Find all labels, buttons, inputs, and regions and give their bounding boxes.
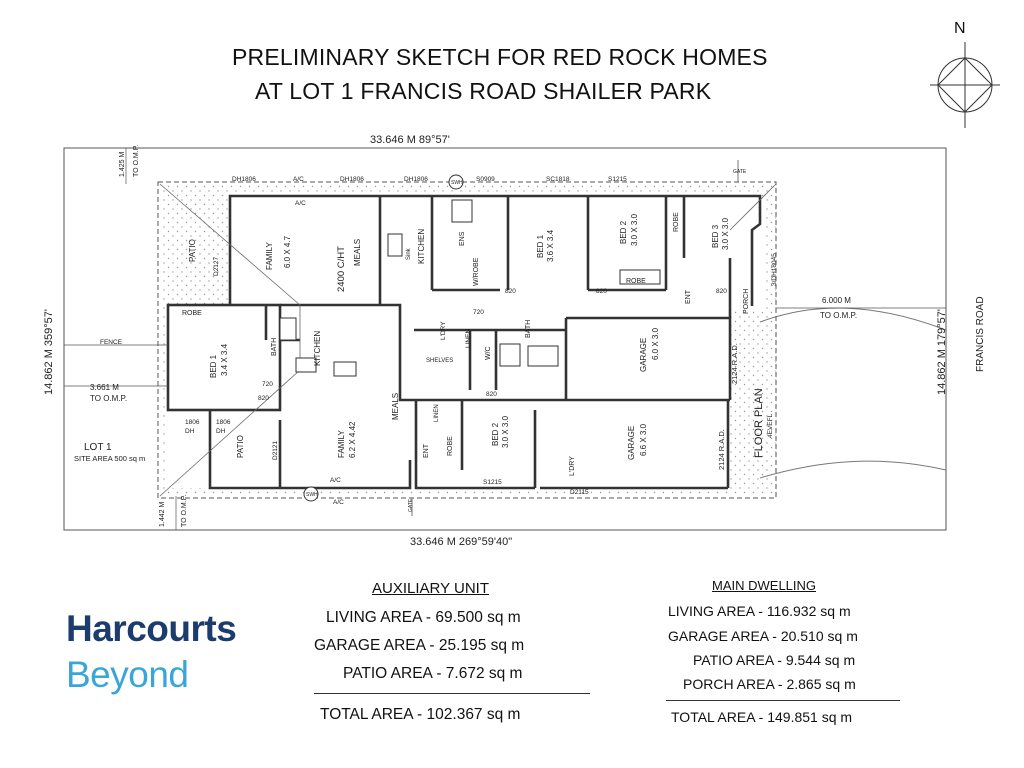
svg-text:KITCHEN: KITCHEN: [313, 330, 322, 366]
svg-text:PORCH: PORCH: [743, 288, 750, 314]
top-dimension: 33.646 M 89°57': [370, 134, 450, 146]
aux-row-garage: GARAGE AREA - 25.195 sq m: [314, 637, 525, 654]
svg-text:2400 C/HT: 2400 C/HT: [336, 246, 347, 292]
svg-text:LINEN: LINEN: [434, 404, 440, 422]
svg-text:3.0 X 3.0: 3.0 X 3.0: [501, 415, 510, 448]
svg-text:SC1818: SC1818: [546, 176, 570, 183]
svg-text:BED 3: BED 3: [711, 224, 720, 248]
svg-text:ENS: ENS: [459, 231, 466, 246]
svg-text:GARAGE: GARAGE: [639, 337, 648, 372]
logo-harcourts: Harcourts: [66, 608, 237, 649]
svg-text:ROBE: ROBE: [626, 278, 646, 285]
svg-text:S1215: S1215: [483, 479, 502, 486]
svg-text:FAMILY: FAMILY: [337, 430, 346, 458]
logo-beyond: Beyond: [66, 654, 189, 695]
main-row-patio: PATIO AREA - 9.544 sq m: [693, 652, 856, 668]
svg-text:BATH: BATH: [271, 337, 278, 356]
title-line-2: AT LOT 1 FRANCIS ROAD SHAILER PARK: [255, 78, 712, 104]
svg-text:PATIO: PATIO: [236, 435, 245, 458]
right-dimension: 14.862 M 179°57': [936, 308, 948, 395]
svg-text:DH: DH: [185, 428, 195, 435]
svg-text:BED 2: BED 2: [619, 220, 628, 244]
bottom-dimension: 33.646 M 269°59'40": [410, 536, 513, 548]
main-row-living: LIVING AREA - 116.932 sq m: [668, 603, 851, 619]
svg-text:D2127: D2127: [213, 256, 220, 276]
svg-text:6.2 X 4.42: 6.2 X 4.42: [348, 421, 357, 458]
street-label: FRANCIS ROAD: [975, 296, 986, 372]
svg-text:KITCHEN: KITCHEN: [417, 228, 426, 264]
svg-text:SWH: SWH: [306, 492, 318, 498]
svg-text:A/C: A/C: [293, 176, 304, 183]
main-row-total: TOTAL AREA - 149.851 sq m: [671, 709, 853, 725]
svg-text:DH1806: DH1806: [232, 176, 256, 183]
svg-text:BED 1: BED 1: [536, 234, 545, 258]
svg-text:GARAGE: GARAGE: [627, 425, 636, 460]
svg-text:3.661 M: 3.661 M: [90, 383, 119, 392]
svg-text:820: 820: [596, 288, 607, 295]
svg-text:ROBE: ROBE: [673, 212, 680, 232]
svg-text:LOT 1: LOT 1: [84, 442, 112, 453]
svg-text:820: 820: [486, 391, 497, 398]
svg-text:A/C: A/C: [333, 499, 344, 506]
svg-text:S0909: S0909: [476, 176, 495, 183]
svg-text:MEALS: MEALS: [391, 392, 400, 420]
svg-text:6.0 X 3.0: 6.0 X 3.0: [651, 327, 660, 360]
svg-text:PATIO: PATIO: [188, 239, 197, 262]
svg-text:FLOOR PLAN: FLOOR PLAN: [753, 388, 765, 458]
svg-text:820: 820: [505, 288, 516, 295]
aux-divider: [314, 693, 590, 694]
svg-text:BED 2: BED 2: [491, 422, 500, 446]
main-row-garage: GARAGE AREA - 20.510 sq m: [668, 628, 858, 644]
main-divider: [666, 700, 900, 701]
svg-text:720: 720: [473, 309, 484, 316]
main-heading: MAIN DWELLING: [712, 578, 817, 593]
svg-text:Sink: Sink: [406, 248, 412, 260]
svg-text:A/C: A/C: [295, 200, 306, 207]
svg-text:ROBE: ROBE: [182, 310, 202, 317]
svg-text:ROBE: ROBE: [447, 436, 454, 456]
svg-text:SITE AREA 500 sq m: SITE AREA 500 sq m: [74, 454, 146, 463]
aux-row-patio: PATIO AREA - 7.672 sq m: [343, 665, 523, 682]
svg-text:820: 820: [716, 288, 727, 295]
aux-row-living: LIVING AREA - 69.500 sq m: [326, 609, 521, 626]
svg-text:3.0 X 3.0: 3.0 X 3.0: [630, 213, 639, 246]
svg-text:TO O.M.P.: TO O.M.P.: [820, 311, 858, 320]
svg-text:DH1806: DH1806: [404, 176, 428, 183]
svg-text:W/C: W/C: [485, 346, 492, 360]
svg-text:2124 R.A.D.: 2124 R.A.D.: [730, 343, 739, 384]
svg-text:820: 820: [258, 395, 269, 402]
svg-text:SWH: SWH: [451, 180, 463, 186]
main-row-porch: PORCH AREA - 2.865 sq m: [683, 676, 856, 692]
svg-text:6.000 M: 6.000 M: [822, 296, 851, 305]
svg-text:D2121: D2121: [272, 440, 279, 460]
svg-text:D2115: D2115: [570, 489, 589, 496]
svg-text:1806: 1806: [216, 419, 231, 426]
aux-row-total: TOTAL AREA - 102.367 sq m: [320, 706, 521, 723]
svg-text:LINEN: LINEN: [465, 328, 472, 348]
svg-text:3.0 X 3.0: 3.0 X 3.0: [721, 217, 730, 250]
svg-text:W/ROBE: W/ROBE: [473, 257, 480, 286]
svg-text:S1215: S1215: [608, 176, 627, 183]
svg-text:3/DH18045: 3/DH18045: [771, 253, 778, 286]
svg-text:MEALS: MEALS: [353, 238, 362, 266]
svg-text:1.425 M: 1.425 M: [119, 151, 126, 177]
svg-text:2124 R.A.D.: 2124 R.A.D.: [717, 429, 726, 470]
svg-text:6.6 X 3.0: 6.6 X 3.0: [639, 423, 648, 456]
title-line-1: PRELIMINARY SKETCH FOR RED ROCK HOMES: [232, 44, 768, 70]
svg-text:GATE: GATE: [408, 498, 414, 512]
svg-text:L'DRY: L'DRY: [569, 456, 576, 476]
svg-text:FAMILY: FAMILY: [265, 242, 274, 270]
svg-text:FENCE: FENCE: [100, 339, 123, 346]
svg-text:3.4 X 3.4: 3.4 X 3.4: [220, 343, 229, 376]
svg-text:6.0 X 4.7: 6.0 X 4.7: [283, 235, 292, 268]
svg-text:BATH: BATH: [525, 319, 532, 338]
left-dimension: 14.862 M 359°57': [43, 308, 55, 395]
svg-text:BED 1: BED 1: [209, 354, 218, 378]
svg-text:ENT: ENT: [685, 290, 692, 304]
svg-text:1806: 1806: [185, 419, 200, 426]
svg-text:DH1806: DH1806: [340, 176, 364, 183]
aux-heading: AUXILIARY UNIT: [372, 580, 489, 597]
svg-text:A/C: A/C: [330, 477, 341, 484]
svg-text:720: 720: [262, 381, 273, 388]
north-label: N: [954, 20, 966, 37]
svg-text:SHELVES: SHELVES: [426, 358, 454, 364]
svg-text:1.442 M: 1.442 M: [159, 501, 166, 527]
svg-text:L'DRY: L'DRY: [440, 321, 447, 340]
svg-text:3.6 X 3.4: 3.6 X 3.4: [546, 229, 555, 262]
svg-text:4EVEFL: 4EVEFL: [767, 413, 774, 438]
svg-text:TO O.M.P.: TO O.M.P.: [181, 494, 188, 527]
svg-text:ENT: ENT: [423, 444, 430, 458]
svg-text:TO O.M.P.: TO O.M.P.: [133, 144, 140, 177]
svg-text:GATE: GATE: [733, 169, 747, 175]
svg-text:TO O.M.P.: TO O.M.P.: [90, 394, 128, 403]
svg-text:DH: DH: [216, 428, 226, 435]
